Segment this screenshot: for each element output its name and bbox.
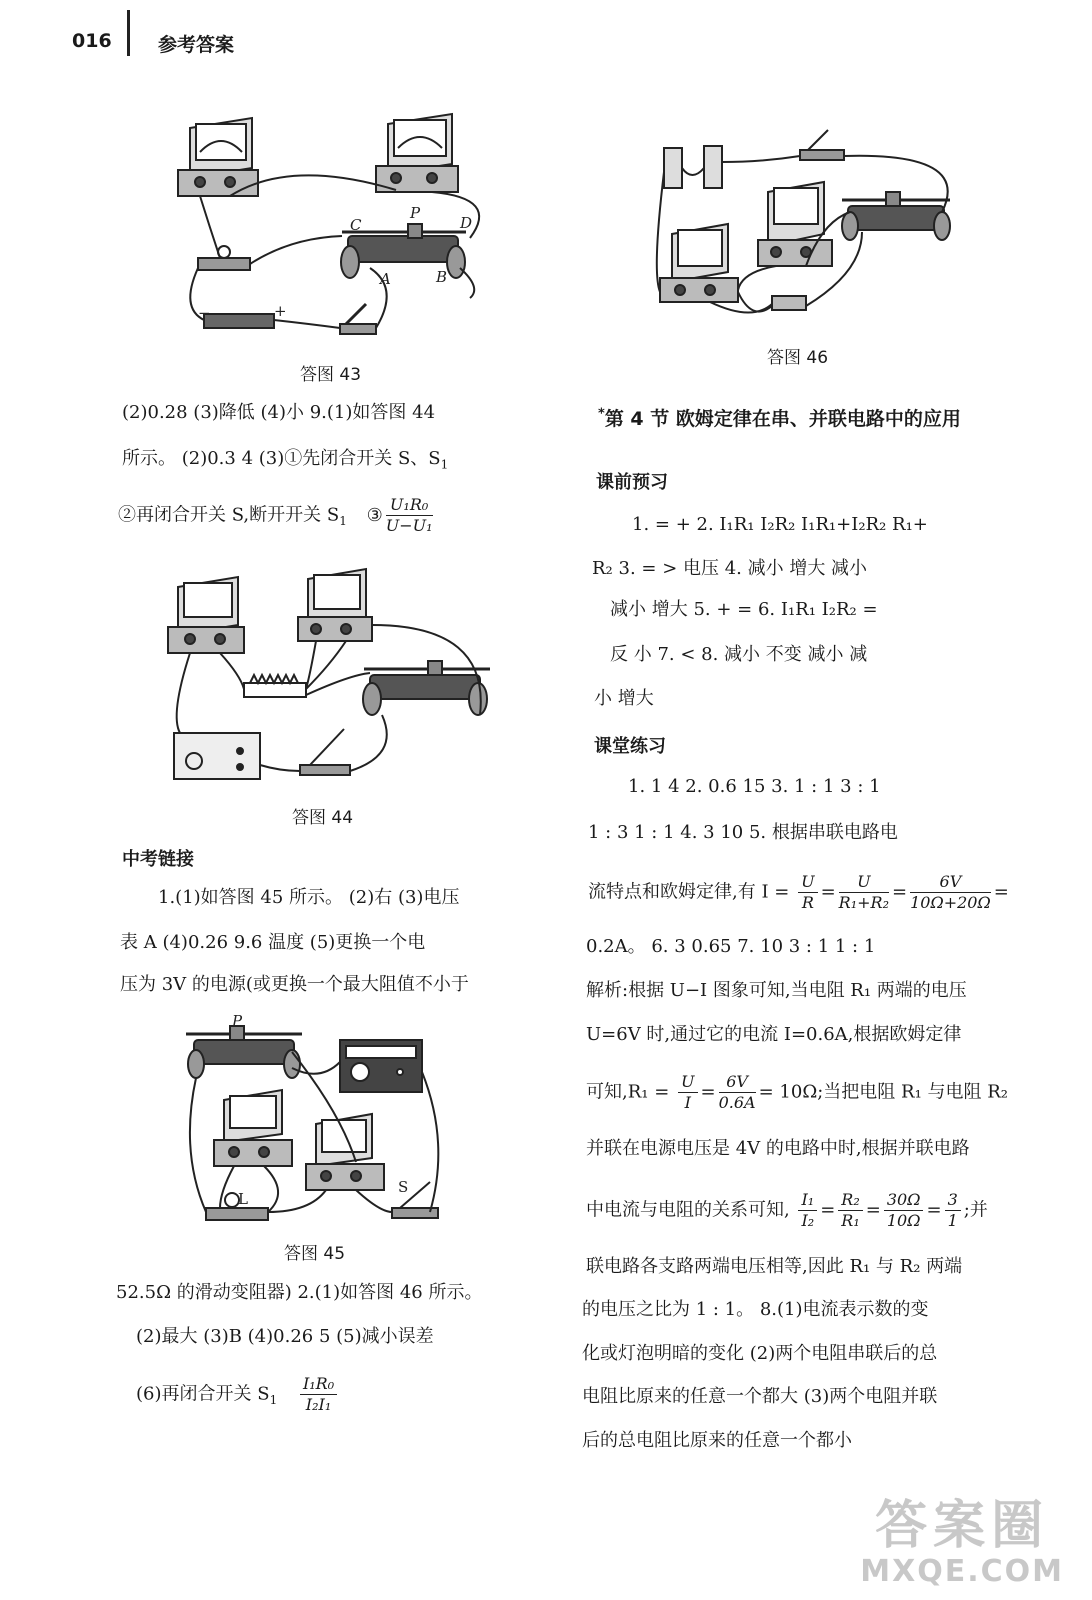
watermark-url: MXQE.COM (860, 1554, 1064, 1589)
right-c13: 电阻比原来的任意一个都大 (3)两个电阻并联 (582, 1386, 938, 1407)
right-c3: 流特点和欧姆定律,有 I = $\frac{U}{R}$ = $\frac{U}{\text{R₁+R₂}}$ = $\frac{6V}{10\Omega+20\Omega}$ = (588, 872, 1009, 912)
header-divider (127, 10, 130, 56)
right-c8: 并联在电源电压是 4V 的电路中时,根据并联电路 (586, 1138, 970, 1159)
left-line-5: 表 A (4)0.26 9.6 温度 (5)更换一个电 (120, 932, 426, 953)
watermark (860, 1498, 1064, 1589)
header-title: 参考答案 (158, 34, 235, 56)
right-c6: U=6V 时,通过它的电流 I=0.6A,根据欧姆定律 (586, 1024, 962, 1045)
fig43-label-c: C (350, 216, 362, 234)
meter-left (178, 118, 258, 196)
fig43-label-plus: + (274, 302, 287, 320)
heading-zhongkao: 中考链接 (122, 849, 194, 870)
right-c4: 0.2A。 6. 3 0.65 7. 10 3 : 1 1 : 1 (586, 936, 876, 957)
right-c10: 联电路各支路两端电压相等,因此 R₁ 与 R₂ 两端 (586, 1256, 963, 1277)
left-line-8: (2)最大 (3)B (4)0.26 5 (5)减小误差 (136, 1326, 434, 1347)
right-c14: 后的总电阻比原来的任意一个都小 (582, 1430, 852, 1451)
right-c2: 1 : 3 1 : 1 4. 3 10 5. 根据串联电路电 (588, 822, 898, 843)
right-c1: 1. 1 4 2. 0.6 15 3. 1 : 1 3 : 1 (628, 776, 881, 797)
right-p4: 反 小 7. < 8. 减小 不变 减小 减 (610, 644, 868, 665)
left-line-1: (2)0.28 (3)降低 (4)小 9.(1)如答图 44 (122, 402, 436, 423)
page-number: 016 (72, 30, 112, 52)
fig45-label-l: L (238, 1190, 248, 1208)
fraction-u1r0: $\frac{\text{U₁R₀}}{\text{U−U₁}}$ (385, 495, 433, 535)
right-p5: 小 增大 (594, 688, 654, 709)
caption-fig44: 答图 44 (292, 808, 354, 828)
figure-46-circuit (652, 122, 962, 328)
right-c11: 的电压之比为 1 : 1。 8.(1)电流表示数的变 (582, 1299, 929, 1320)
fig45-label-s: S (398, 1178, 409, 1196)
fig43-label-p: P (410, 204, 421, 222)
right-c12: 化或灯泡明暗的变化 (2)两个电阻串联后的总 (582, 1343, 938, 1364)
caption-fig43: 答图 43 (300, 365, 362, 385)
left-line-2: 所示。 (2)0.3 4 (3)①先闭合开关 S、$S_1$ (122, 448, 449, 472)
figure-45-circuit (180, 1012, 452, 1226)
right-c7: 可知,R₁ = $\frac{U}{I}$ = $\frac{6V}{0.6A}$ = 10Ω;当把电阻 R₁ 与电阻 R₂ (586, 1072, 1009, 1112)
figure-44-circuit (160, 565, 500, 785)
right-p1: 1. = + 2. I₁R₁ I₂R₂ I₁R₁+I₂R₂ R₁+ (632, 514, 928, 535)
figure-43-circuit (170, 108, 500, 348)
caption-fig45: 答图 45 (284, 1244, 346, 1264)
fig45-label-p: P (232, 1012, 243, 1030)
watermark-logo: 答案圈 (875, 1496, 1050, 1556)
fraction-i1r0: $\frac{\text{I₁R₀}}{\text{I₂I₁}}$ (300, 1374, 337, 1415)
fig43-label-b: B (436, 268, 448, 286)
battery (204, 314, 274, 328)
fig43-label-minus: − (198, 304, 211, 322)
lamp (198, 246, 250, 270)
fig43-label-a: A (380, 270, 391, 288)
right-p3: 减小 增大 5. + = 6. I₁R₁ I₂R₂ = (610, 599, 878, 620)
left-line-7: 52.5Ω 的滑动变阻器) 2.(1)如答图 46 所示。 (116, 1282, 483, 1303)
left-line-9: (6)再闭合开关 $S_1$ $\frac{\text{I₁R₀}}{\text{I₂I₁}}$ (136, 1374, 340, 1415)
heading-preview: 课前预习 (596, 472, 668, 493)
meter-right (376, 114, 458, 192)
section-heading: *第 4 节 欧姆定律在串、并联电路中的应用 (598, 406, 961, 430)
switch (340, 304, 376, 334)
heading-classwork: 课堂练习 (594, 736, 666, 757)
left-line-3: ②再闭合开关 S,断开开关 $S_1$ ③ $\frac{\text{U₁R₀}}{\text{U−U₁}}$ (118, 495, 433, 535)
right-p2: R₂ 3. = > 电压 4. 减小 增大 减小 (592, 558, 868, 579)
left-line-4: 1.(1)如答图 45 所示。 (2)右 (3)电压 (158, 887, 460, 908)
fig43-label-d: D (460, 214, 473, 232)
caption-fig46: 答图 46 (767, 348, 829, 368)
right-c9: 中电流与电阻的关系可知, $\frac{\text{I₁}}{\text{I₂}}$ = $\frac{\text{R₂}}{\text{R₁}}$ = $\frac{30\Omega}{10\Omega}$ = $\frac{3}{1}$ ;并 (586, 1190, 988, 1230)
right-c5: 解析:根据 U−I 图象可知,当电阻 R₁ 两端的电压 (586, 980, 967, 1001)
left-line-6: 压为 3V 的电源(或更换一个最大阻值不小于 (120, 974, 469, 995)
